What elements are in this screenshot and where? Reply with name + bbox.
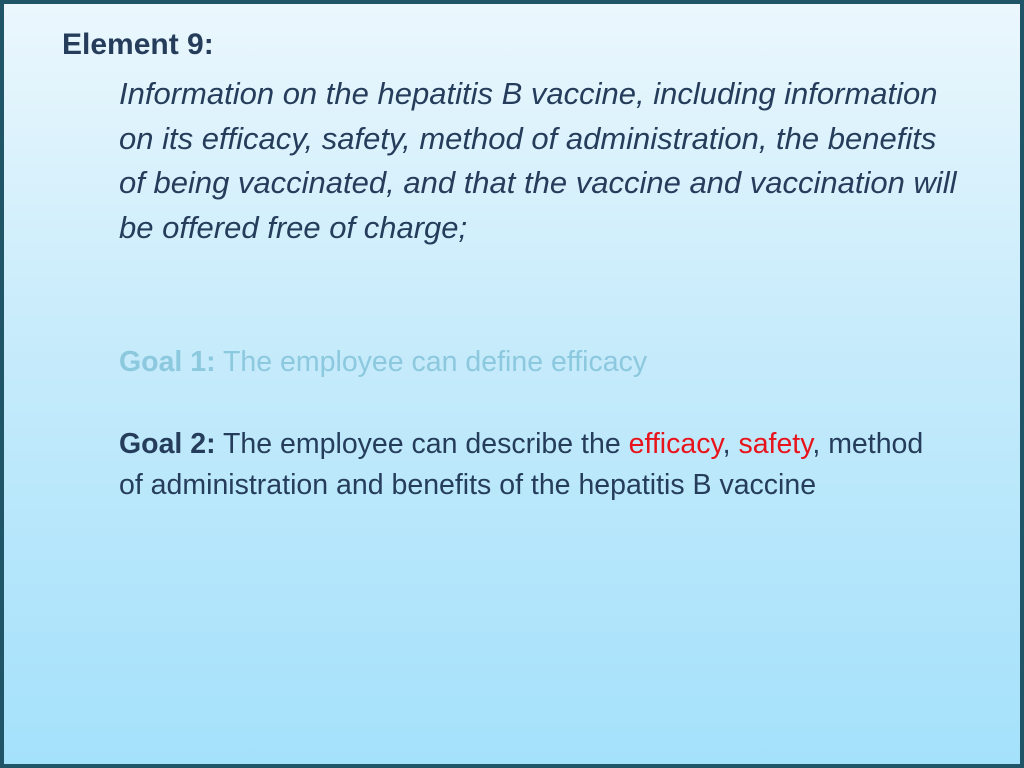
goal-1-label: Goal 1: xyxy=(119,346,216,378)
goal-2-label: Goal 2: xyxy=(119,428,216,460)
goal-2 xyxy=(119,424,939,506)
goal-2-highlight-safety: safety xyxy=(738,428,813,460)
goal-2-text-before: The employee can describe the xyxy=(215,428,629,460)
goal-2-highlight-efficacy: efficacy xyxy=(628,428,723,460)
goal-2-text-after: , method of administration and benefits of the hepatitis B vaccine xyxy=(119,428,924,501)
element-description: Information on the hepatitis B vaccine, including information on its efficacy, safety, method of administration, the benefits of being vaccinated, and that the vaccine and vaccination will be offered free of charge; xyxy=(119,76,957,245)
goal-1 xyxy=(119,342,939,383)
slide-heading: Element 9: xyxy=(62,28,214,61)
goal-2-separator: , xyxy=(722,428,739,460)
goal-1-text: The employee can define efficacy xyxy=(215,346,648,378)
